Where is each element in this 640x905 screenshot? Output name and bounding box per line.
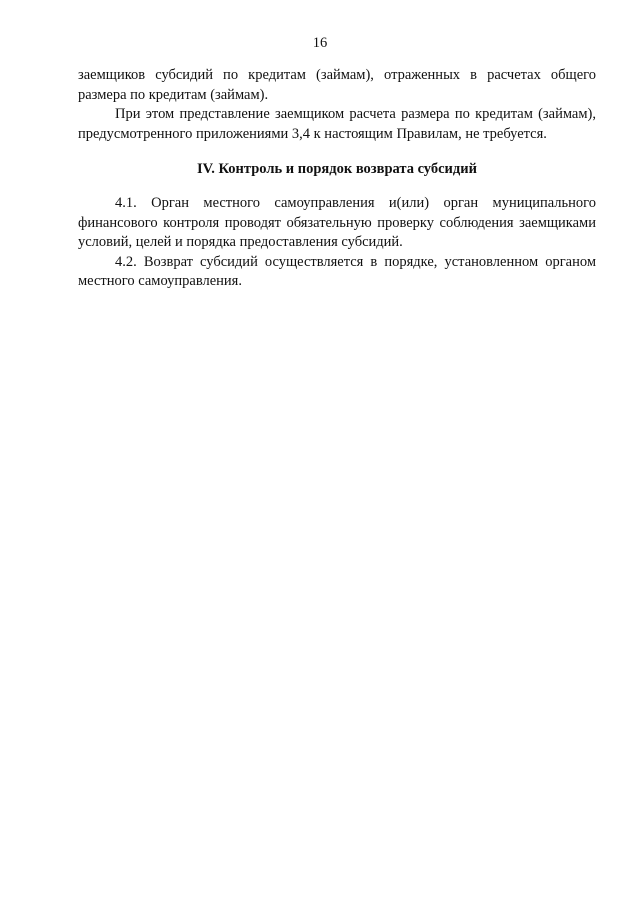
paragraph-4-1: 4.1. Орган местного самоуправления и(или) орган муниципального финансового контроля проводят обязательную проверку соблюдения заемщиками условий, целей и порядка предоставления субсидий. [78,195,596,250]
page-number: 16 [312,35,328,51]
paragraph-4-2: 4.2. Возврат субсидий осуществляется в порядке, установленном органом местного самоуправления. [78,253,596,289]
section-heading: IV. Контроль и порядок возврата субсидий [197,161,477,177]
paragraph-calculation-note: При этом представление заемщиком расчета размера по кредитам (займам), предусмотренного приложениями 3,4 к настоящим Правилам, не требуется. [78,106,596,142]
paragraph-continuation: заемщиков субсидий по кредитам (займам), отраженных в расчетах общего размера по кредитам (займам). [78,67,596,103]
document-body [78,66,596,292]
